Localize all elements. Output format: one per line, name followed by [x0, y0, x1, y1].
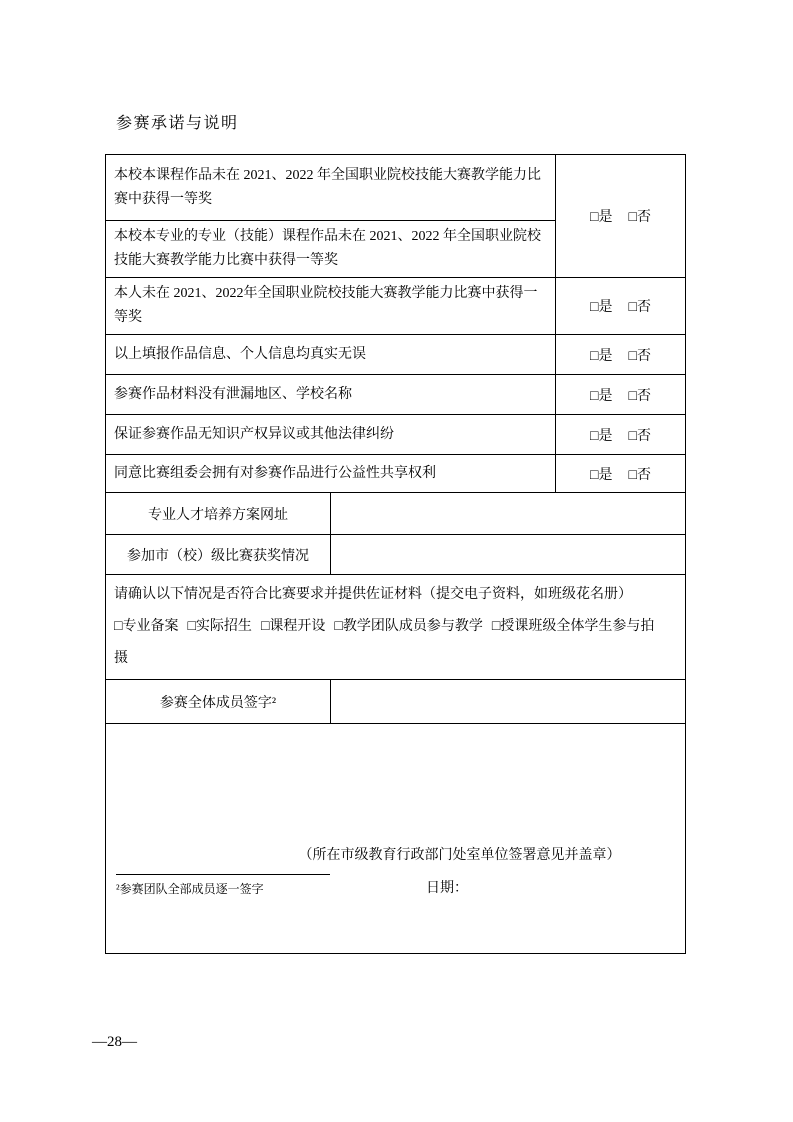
- info-label-cell: 专业人才培养方案网址: [106, 493, 331, 535]
- yes-checkbox-option: □是: [590, 467, 613, 483]
- yesno-cell: [556, 455, 686, 493]
- table-row: [106, 575, 686, 680]
- yes-checkbox-option: □是: [590, 300, 613, 315]
- no-checkbox-option: □否: [628, 348, 651, 364]
- statement-cell: 本校本课程作品未在 2021、2022 年全国职业院校技能大赛教学能力比赛中获得一等奖: [106, 155, 556, 221]
- date-label: 日期：: [426, 881, 468, 896]
- table-row: [106, 415, 686, 455]
- statement-cell: 本校本专业的专业（技能）课程作品未在 2021、2022 年全国职业院校技能大赛教学能力比赛中获得一等奖: [106, 221, 556, 278]
- table-row: [106, 455, 686, 493]
- statement-cell: 参赛作品材料没有泄漏地区、学校名称: [106, 375, 556, 415]
- footnote-text: ²参赛团队全部成员逐一签字: [116, 882, 264, 896]
- section-title: 参赛承诺与说明: [116, 115, 239, 132]
- yes-checkbox-option: □是: [590, 210, 613, 225]
- confirm-intro: 请确认以下情况是否符合比赛要求并提供佐证材料（提交电子资料，如班级花名册）: [114, 587, 632, 602]
- table-row: [106, 680, 686, 724]
- yesno-cell: [556, 375, 686, 415]
- no-checkbox-option: □否: [628, 210, 651, 225]
- statement-cell: 同意比赛组委会拥有对参赛作品进行公益性共享权利: [106, 455, 556, 493]
- footnote-rule: [116, 874, 330, 875]
- table-row: [106, 375, 686, 415]
- statement-cell: 保证参赛作品无知识产权异议或其他法律纠纷: [106, 415, 556, 455]
- table-row: [106, 335, 686, 375]
- signature-label-cell: 参赛全体成员签字²: [106, 680, 331, 724]
- yes-checkbox-option: □是: [590, 428, 613, 444]
- approval-cell: [106, 724, 686, 954]
- yesno-cell: [556, 415, 686, 455]
- statement-cell: 本人未在 2021、2022年全国职业院校技能大赛教学能力比赛中获得一等奖: [106, 278, 556, 335]
- statement-cell: 以上填报作品信息、个人信息均真实无误: [106, 335, 556, 375]
- confirm-option: □实际招生: [187, 619, 252, 634]
- signature-value-cell: [331, 680, 686, 724]
- confirm-option: □专业备案: [114, 619, 179, 634]
- table-row: [106, 493, 686, 535]
- table-row: [106, 278, 686, 335]
- no-checkbox-option: □否: [628, 467, 651, 483]
- table-row: [106, 155, 686, 221]
- table-row: [106, 535, 686, 575]
- no-checkbox-option: □否: [628, 300, 651, 315]
- yesno-cell: [556, 335, 686, 375]
- yesno-cell: [556, 155, 686, 278]
- page-number: —28—: [92, 1034, 137, 1050]
- table-row: [106, 724, 686, 954]
- no-checkbox-option: □否: [628, 428, 651, 444]
- yes-checkbox-option: □是: [590, 388, 613, 404]
- info-value-cell: [331, 493, 686, 535]
- commitment-table: [105, 154, 686, 954]
- no-checkbox-option: □否: [628, 388, 651, 404]
- info-value-cell: [331, 535, 686, 575]
- confirm-option: □授课班级全体学生参与拍摄: [114, 619, 655, 666]
- confirm-option: □课程开设: [260, 619, 326, 634]
- yesno-cell: [556, 278, 686, 335]
- yes-checkbox-option: □是: [590, 348, 613, 364]
- confirm-cell: [106, 575, 686, 680]
- info-label-cell: 参加市（校）级比赛获奖情况: [106, 535, 331, 575]
- stamp-note: （所在市级教育行政部门处室单位签署意见并盖章）: [298, 848, 621, 863]
- confirm-option: □教学团队成员参与教学: [334, 619, 483, 634]
